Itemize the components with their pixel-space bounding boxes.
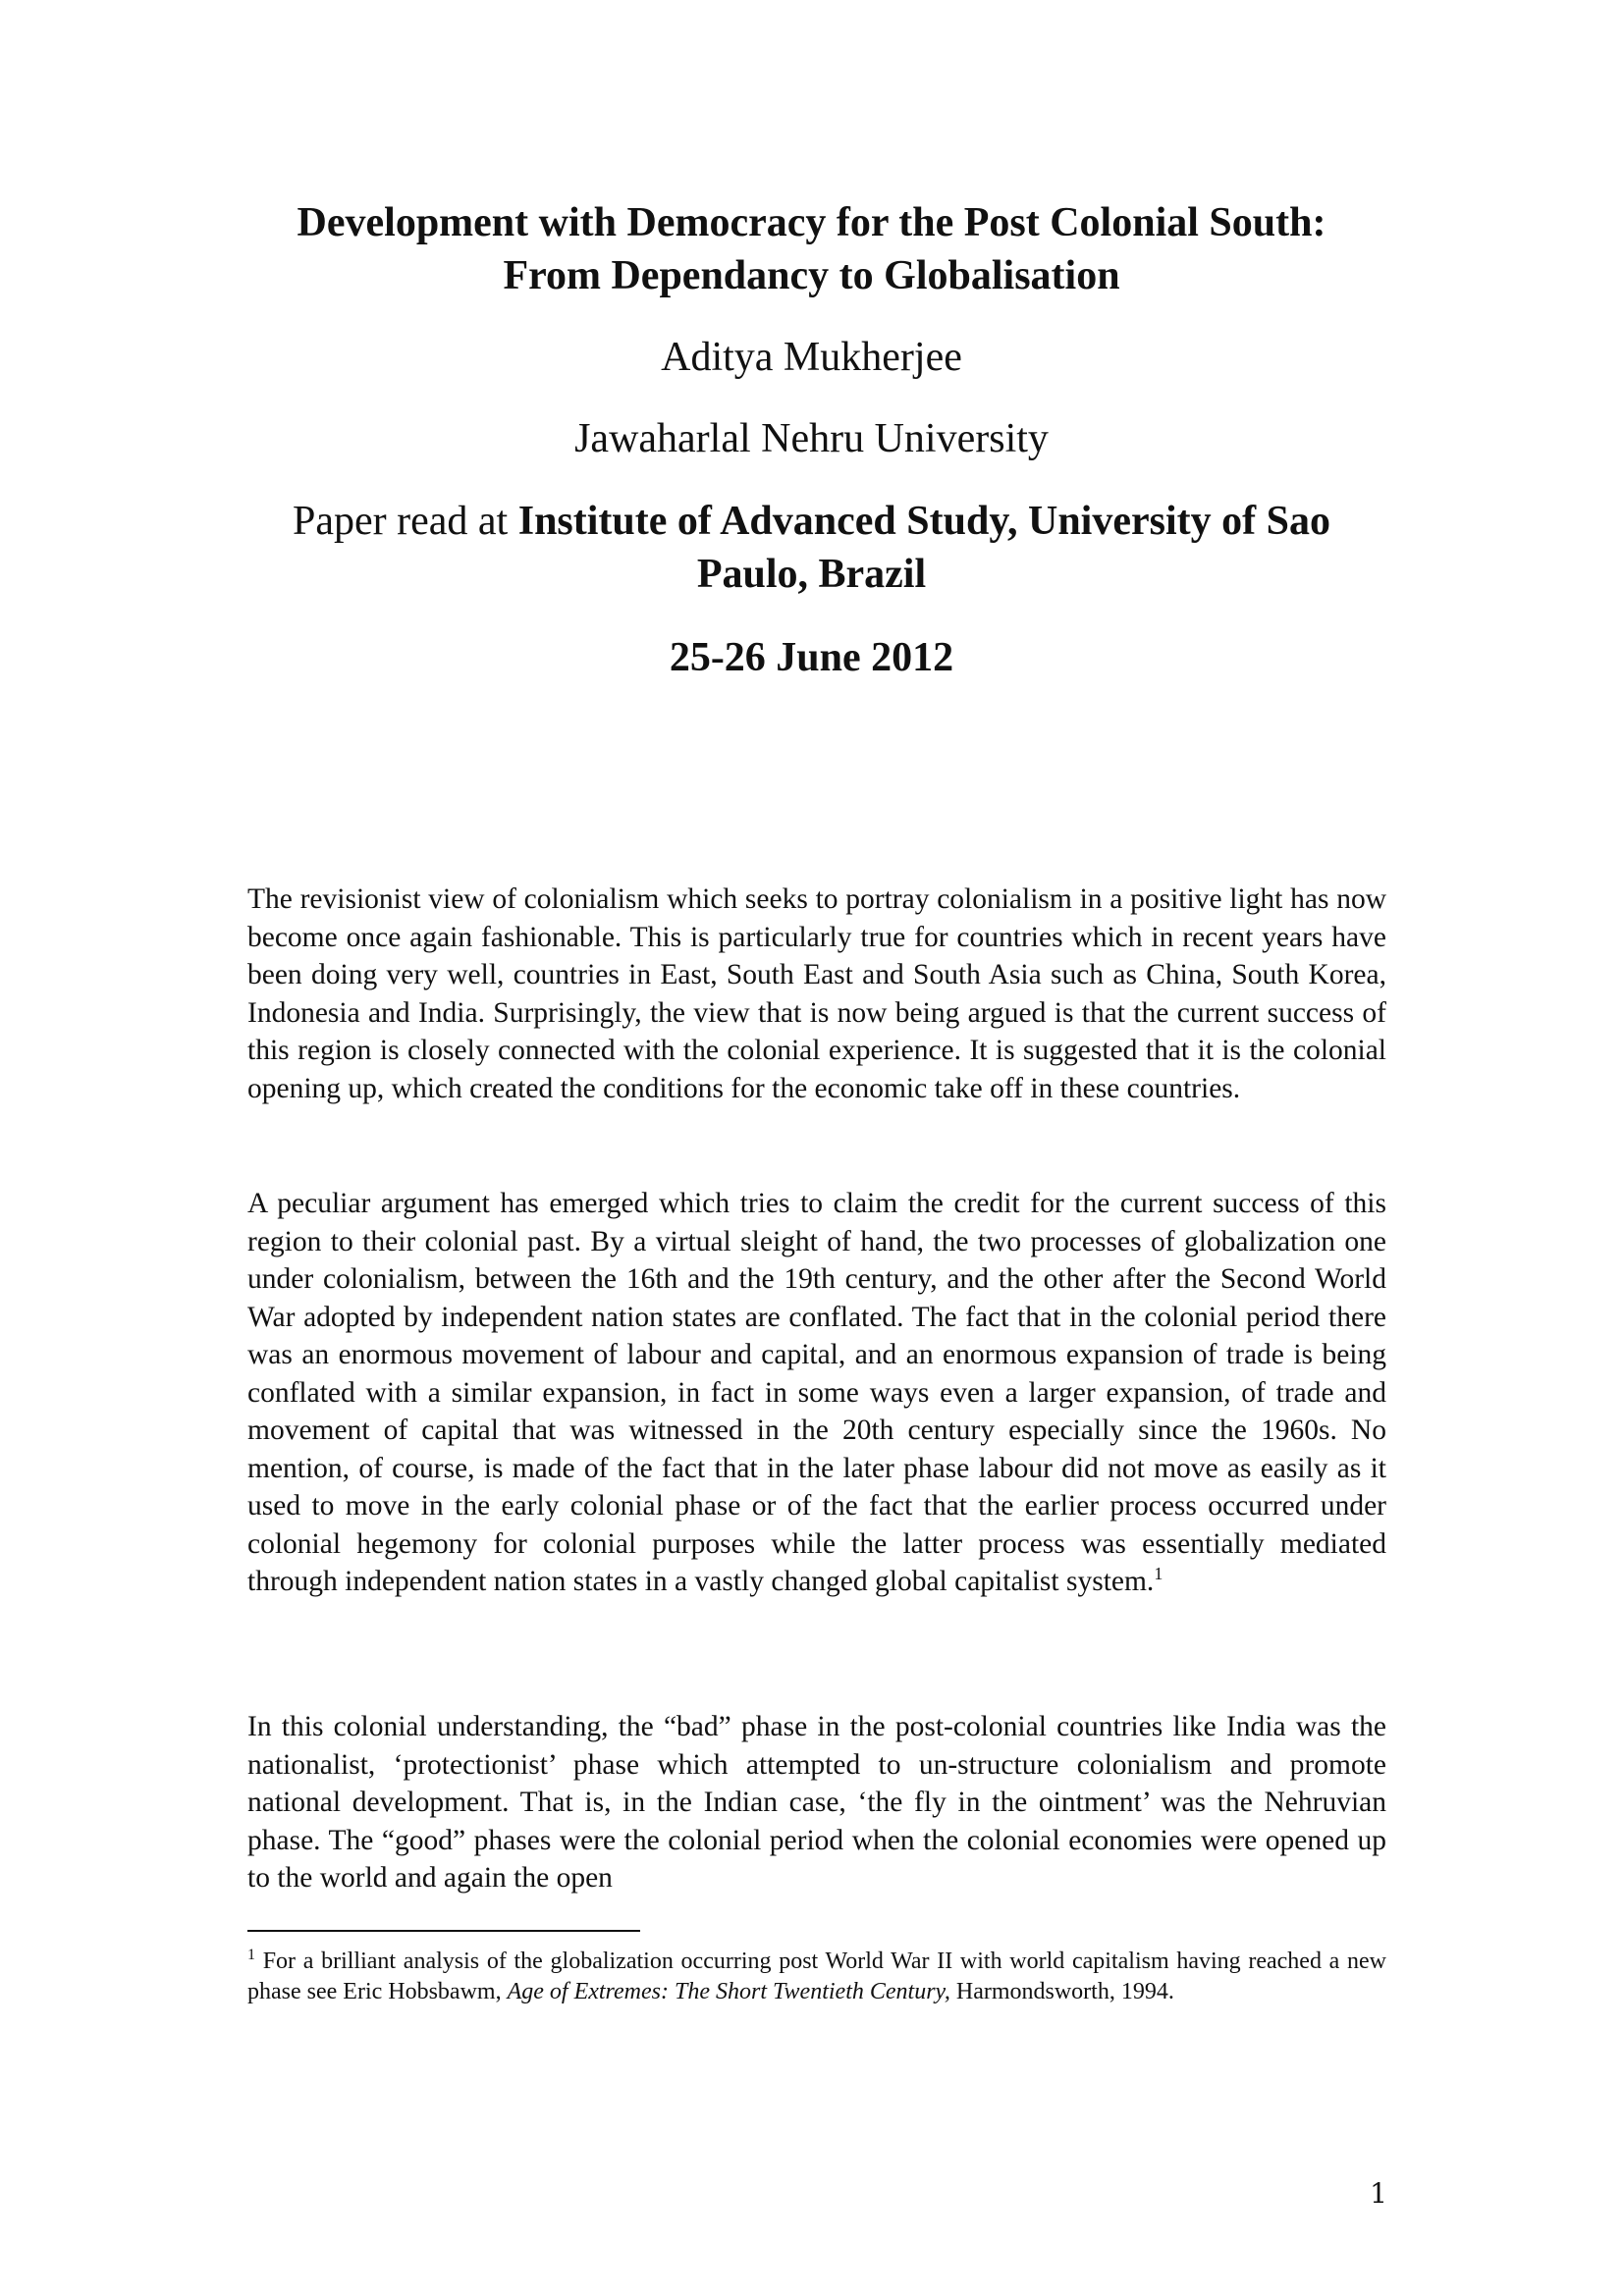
paragraph-1: The revisionist view of colonialism which seeks to portray colonialism in a positive light has now become once again fashionable. This is particularly true for countries which in recent years have been doing very well, countries in East, South East and South Asia such as China, South Korea, Indonesia and India. Surprisingly, the view that is now being argued is that the current success of this region is closely connected with the colonial experience. It is suggested that it is the colonial opening up, which created the conditions for the economic take off in these countries. [247, 883, 1386, 1104]
page-number: 1 [1370, 2177, 1387, 2210]
paper-title-line-2: From Dependancy to Globalisation [503, 253, 1120, 298]
footnote-divider [247, 1930, 640, 1932]
paragraph-2 [247, 1185, 1386, 1601]
footnote-book-title: Age of Extremes: The Short Twentieth Century, [507, 1979, 950, 2004]
footnote-marker: 1 [247, 1947, 255, 1963]
author-name: Aditya Mukherjee [661, 335, 962, 380]
venue-line-1 [0, 495, 1623, 548]
footnote-text-before: For a brilliant analysis of the globalization occurring post World War II with world capitalism having reached a new phase see Eric Hobsbawm, [247, 1949, 1386, 2004]
paragraph-2-text: A peculiar argument has emerged which tries to claim the credit for the current success of this region to their colonial past. By a virtual sleight of hand, the two processes of globalization one under colonialism, between the 16th and the 19th century, and the other after the Second World War adopted by independent nation states are conflated. The fact that in the colonial period there was an enormous movement of labour and capital, and an enormous expansion of trade is being conflated with a similar expansion, in fact in some ways even a larger expansion, of trade and movement of capital that was witnessed in the 20th century especially since the 1960s. No mention, of course, is made of the fact that in the later phase labour did not move as easily as it used to move in the early colonial phase or of the fact that the earlier process occurred under colonial hegemony for colonial purposes while the latter process was essentially mediated through independent nation states in a vastly changed global capitalist system. [247, 1188, 1386, 1597]
venue-prefix: Paper read at [293, 499, 518, 544]
venue-name-part-1: Institute of Advanced Study, University of Sao [517, 499, 1330, 544]
presentation-date: 25-26 June 2012 [669, 635, 954, 680]
paper-title-line-1: Development with Democracy for the Post Colonial South: [297, 200, 1326, 245]
venue-name-part-2: Paulo, Brazil [696, 552, 927, 597]
author-affiliation: Jawaharlal Nehru University [574, 416, 1049, 461]
footnote-reference[interactable]: 1 [1154, 1564, 1163, 1584]
footnote-text-after: Harmondsworth, 1994. [949, 1979, 1174, 2004]
footnote [247, 1947, 1386, 2007]
paragraph-3: In this colonial understanding, the “bad” phase in the post-colonial countries like India was the nationalist, ‘protectionist’ phase which attempted to un-structure colonialism and promote national development. That is, in the Indian case, ‘the fly in the ointment’ was the Nehruvian phase. The “good” phases were the colonial period when the colonial economies were opened up to the world and again the open [247, 1711, 1386, 1894]
